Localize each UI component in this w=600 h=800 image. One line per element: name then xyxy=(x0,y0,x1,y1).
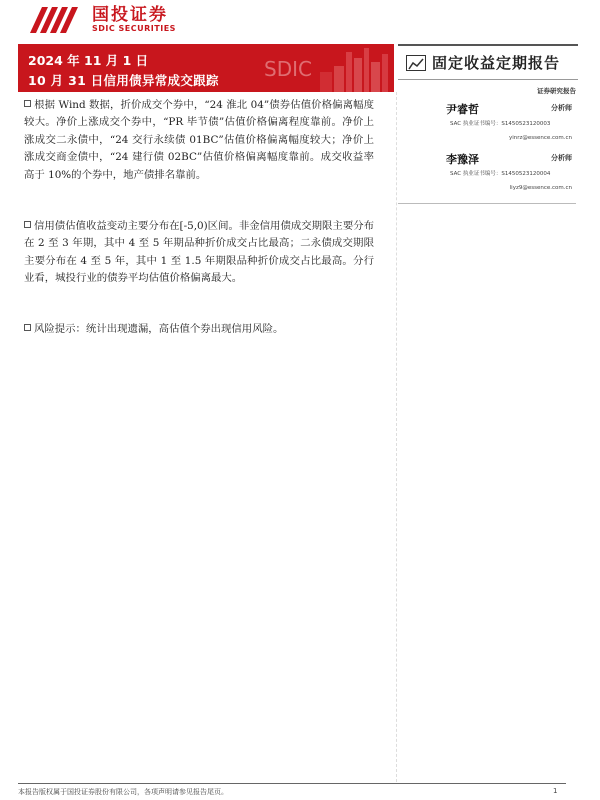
footer-disclaimer: 本报告版权属于国投证券股份有限公司，各项声明请参见报告尾页。 xyxy=(18,788,228,796)
paragraph-text: 信用债估值收益变动主要分布在[-5,0)区间。非金信用债成交期限主要分布在 2 至 3 年期，其中 4 至 5 年期品种折价成交占比最高；二永债成交期限主要分布在 4 至 5 年，其中 1 至 1.5 年期限品种折价成交占比最高。分行业看，城投行业的债券平均估值价格偏离最大。 xyxy=(24,220,374,285)
analyst-sac-number: SAC 执业证书编号：S1450523120003 xyxy=(450,121,551,127)
footer-rule xyxy=(18,783,566,784)
analyst-name: 李豫泽 xyxy=(446,153,479,166)
bullet-box-icon xyxy=(24,100,31,107)
company-logo xyxy=(28,4,176,36)
report-title: 10 月 31 日信用债异常成交跟踪 xyxy=(28,73,219,88)
bullet-box-icon xyxy=(24,324,31,331)
analyst-email[interactable]: liyz9@essence.com.cn xyxy=(509,185,572,191)
logo-en-text: SDIC SECURITIES xyxy=(92,24,176,33)
city-skyline-decoration xyxy=(254,44,394,92)
report-type-label: 固定收益定期报告 xyxy=(432,54,561,72)
report-date: 2024 年 11 月 1 日 xyxy=(28,53,149,68)
summary-paragraph-1 xyxy=(24,97,374,184)
paragraph-text: 根据 Wind 数据，折价成交个券中，“24 淮北 04”债券估值价格偏离幅度较大。净价上涨成交个券中，“PR 毕节债”估值价格偏离程度靠前。净价上涨成交二永债中，“24 交行永续债 01BC”估值价格偏离幅度较大；净价上涨成交商金债中，“24 建行债 02BC”估值价格偏离幅度靠前。成交收益率高于 10%的个券中，地产债排名靠前。 xyxy=(24,99,374,181)
analyst-card xyxy=(398,101,576,151)
analyst-role: 分析师 xyxy=(551,153,572,162)
risk-text: 风险提示：统计出现遗漏，高估值个券出现信用风险。 xyxy=(34,323,284,335)
chart-icon xyxy=(406,55,426,71)
sidebar-divider xyxy=(398,203,576,204)
analyst-role: 分析师 xyxy=(551,103,572,112)
summary-paragraph-2 xyxy=(24,218,374,288)
analyst-sidebar xyxy=(398,86,576,204)
sdic-logo-icon xyxy=(28,5,84,35)
analyst-name: 尹睿哲 xyxy=(446,103,479,116)
research-report-label: 证券研究报告 xyxy=(537,87,576,95)
bullet-box-icon xyxy=(24,221,31,228)
report-type-header xyxy=(398,44,578,80)
page-number: 1 xyxy=(553,787,558,795)
analyst-email[interactable]: yinrz@essence.com.cn xyxy=(508,135,572,141)
risk-warning xyxy=(24,321,374,338)
banner-sdic-watermark: SDIC xyxy=(264,57,312,81)
title-banner xyxy=(18,44,394,92)
column-divider xyxy=(396,92,397,782)
analyst-card xyxy=(398,151,576,201)
logo-cn-text: 国投证券 xyxy=(92,5,168,25)
analyst-sac-number: SAC 执业证书编号：S1450523120004 xyxy=(450,171,551,177)
